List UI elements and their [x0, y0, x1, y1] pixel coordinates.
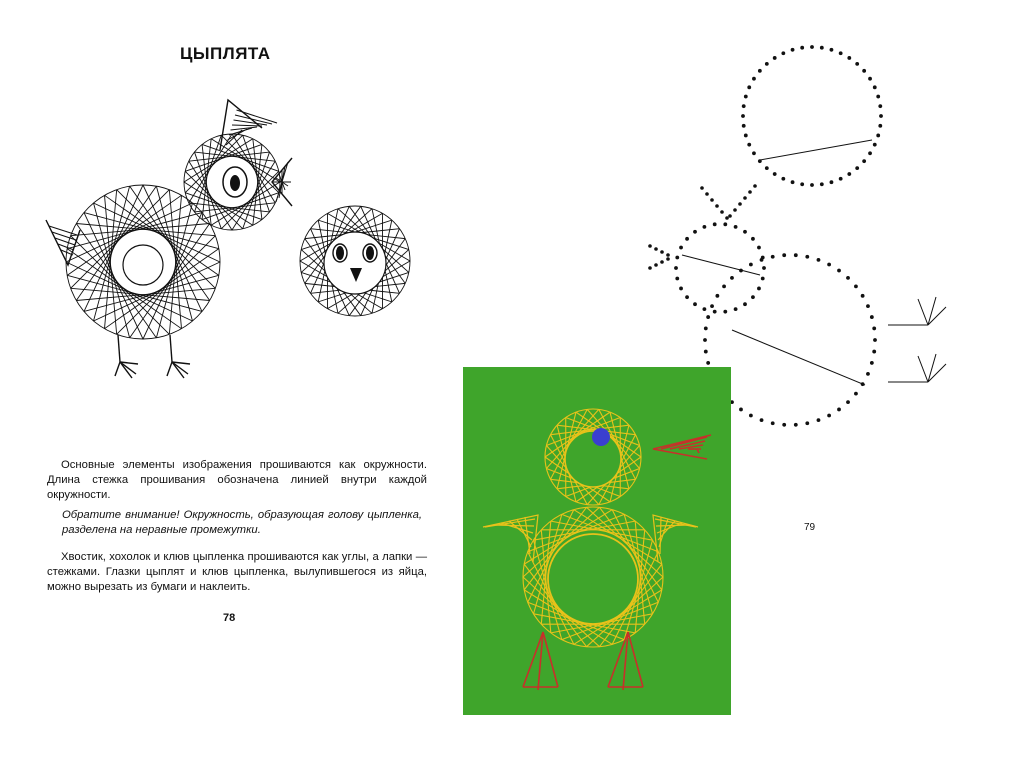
dot-circle-head	[674, 222, 766, 313]
dot-circle-top	[741, 45, 883, 187]
stitch-length-head	[682, 255, 760, 275]
legs	[115, 335, 190, 378]
beak-angle	[272, 158, 292, 206]
stitch-length-top	[760, 140, 872, 160]
body-center-hole	[123, 245, 163, 285]
finished-chick-photo	[463, 367, 731, 715]
right-pupil	[366, 246, 374, 260]
yellow-body-inner	[548, 534, 638, 624]
left-page	[0, 0, 470, 767]
page-number-left: 78	[223, 612, 236, 624]
blue-eye-button	[592, 428, 610, 446]
paragraph-main-elements: Основные элементы изображения прошиваются как окружности. Длина стежка прошивания обозначена линией внутри каждой окружности.	[47, 459, 427, 501]
hatched-chick-face	[324, 232, 386, 294]
feet-stitches	[888, 297, 946, 382]
stitch-length-body	[732, 330, 865, 385]
paragraph-tail-and-beak: Хвостик, хохолок и клюв цыпленка прошиваются как углы, а лапки — стежками. Глазки цыплят и клюв цыпленка, вылупившегося из яйца, можно вырезать из бумаги и наклеить.	[47, 551, 427, 593]
left-pupil	[336, 246, 344, 260]
crest-angle	[220, 100, 277, 150]
page-number-right: 79	[804, 522, 816, 533]
page-title: ЦЫПЛЯТА	[180, 44, 271, 63]
pupil	[230, 175, 240, 191]
string-chick-illustration	[30, 90, 430, 390]
paragraph-attention-note: Обратите внимание! Окружность, образующая голову цыпленка, разделена на неравные промежутки.	[62, 509, 422, 536]
crest-dots	[648, 184, 757, 270]
